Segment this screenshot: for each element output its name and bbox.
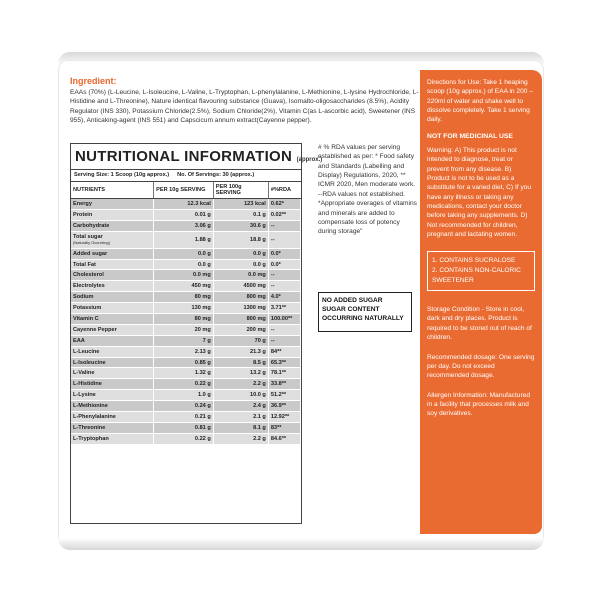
per-100g-value: 0.1 g xyxy=(213,209,268,220)
allergen-text: Allergen Information: Manufactured in a facility that processes milk and soy derivatives. xyxy=(427,391,530,418)
per-10g-value: 0.0 mg xyxy=(154,270,214,281)
per-100g-value: 18.8 g xyxy=(213,231,268,248)
rda-value: 33.8** xyxy=(268,379,300,390)
per-10g-value: 1.88 g xyxy=(154,231,214,248)
per-10g-value: 0.81 g xyxy=(154,422,214,433)
table-row xyxy=(71,220,301,231)
per-10g-value: 12.3 kcal xyxy=(154,199,214,210)
nutrient-subnote: (Naturally Occurring) xyxy=(73,240,110,246)
nutrition-facts-table xyxy=(70,143,323,524)
rda-value: -- xyxy=(268,270,300,281)
ingredients-title: Ingredient: xyxy=(70,76,117,86)
nutrition-title: NUTRITIONAL INFORMATION xyxy=(75,148,293,165)
rda-value: 65.3** xyxy=(268,357,300,368)
per-10g-value: 0.85 g xyxy=(154,357,214,368)
contains-non-caloric: 2. CONTAINS NON-CALORIC SWEETENER xyxy=(432,267,521,285)
nutrient-name: Total sugar (Naturally Occurring) xyxy=(71,231,154,248)
nutrient-name: L-Valine xyxy=(71,368,154,379)
per-100g-value: 0.0 mg xyxy=(213,270,268,281)
nutrient-name: Total Fat xyxy=(71,259,154,270)
table-row xyxy=(71,433,301,444)
rda-value: 0.0* xyxy=(268,248,300,259)
rda-value: 4.0* xyxy=(268,292,300,303)
rda-value: 78.1** xyxy=(268,368,300,379)
rda-value: 84** xyxy=(268,346,300,357)
warning-text: Warning: A) This product is not intended to diagnose, treat or prevent from any disease. B) Product is not to be used as a substitute for a varied diet, C) If you have any illness or taking any medications, contact your doctor before taking any supplements. D) Not recommended for children, pregnant and lactating women. xyxy=(427,146,532,239)
rda-value: -- xyxy=(268,335,300,346)
directions-text: Directions for Use: Take 1 heaping scoop (10g approx.) of EAA in 200 – 220ml of water and shake well to dissolve completely. Take 1 serving daily. xyxy=(427,79,533,124)
table-row xyxy=(71,292,301,303)
nutrient-name: L-Methionine xyxy=(71,401,154,412)
per-10g-value: 0.22 g xyxy=(154,433,214,444)
per-10g-value: 2.13 g xyxy=(154,346,214,357)
per-10g-value: 80 mg xyxy=(154,292,214,303)
nutrient-name: EAA xyxy=(71,335,154,346)
table-row xyxy=(71,422,301,433)
table-row xyxy=(71,314,301,325)
table-row xyxy=(71,248,301,259)
table-row xyxy=(71,368,301,379)
rda-value: -- xyxy=(268,231,300,248)
per-100g-value: 10.0 g xyxy=(213,390,268,401)
table-row xyxy=(71,324,301,335)
per-10g-value: 1.32 g xyxy=(154,368,214,379)
rda-value: -- xyxy=(268,220,300,231)
per-10g-value: 0.24 g xyxy=(154,401,214,412)
nutrient-table-body xyxy=(71,199,301,445)
nutrient-name: L-Histidine xyxy=(71,379,154,390)
rda-footnote: # % RDA values per serving established as per: * Food safety and Standards (Labelling and Display) Regulations, 2020, ** ICMR 2020, Men moderate work. --RDA values not established. *Appropriate overages of vitamins and minerals are added to compensate loss of potency during storage" xyxy=(318,144,417,236)
table-row xyxy=(71,209,301,220)
rda-value: 0.02** xyxy=(268,209,300,220)
table-row xyxy=(71,259,301,270)
header-per-100g: PER 100g SERVING xyxy=(213,182,268,199)
per-100g-value: 70 g xyxy=(213,335,268,346)
rda-value: -- xyxy=(268,281,300,292)
per-100g-value: 200 mg xyxy=(213,324,268,335)
nutrient-name: Cayenne Pepper xyxy=(71,324,154,335)
per-10g-value: 0.01 g xyxy=(154,209,214,220)
nutrient-name: L-Tryptophan xyxy=(71,433,154,444)
sweetener-notice-box xyxy=(427,251,535,291)
serving-size: Serving Size: 1 Scoop (10g approx.) xyxy=(74,172,170,178)
rda-value: -- xyxy=(268,324,300,335)
per-100g-value: 123 kcal xyxy=(213,199,268,210)
nutrient-name: Potassium xyxy=(71,303,154,314)
servings-count: No. Of Servings: 30 (approx.) xyxy=(177,172,255,178)
nutrient-name: Vitamin C xyxy=(71,314,154,325)
nutrient-name: L-Phenylalanine xyxy=(71,412,154,423)
nutrition-title-bar xyxy=(71,144,323,170)
per-100g-value: 0.0 g xyxy=(213,248,268,259)
usage-information-panel xyxy=(420,70,542,534)
table-row xyxy=(71,231,301,248)
per-100g-value: 800 mg xyxy=(213,292,268,303)
nutrient-name: Added sugar xyxy=(71,248,154,259)
per-10g-value: 0.21 g xyxy=(154,412,214,423)
per-100g-value: 4500 mg xyxy=(213,281,268,292)
per-100g-value: 8.1 g xyxy=(213,422,268,433)
rda-value: 51.2** xyxy=(268,390,300,401)
per-100g-value: 13.2 g xyxy=(213,368,268,379)
nutrient-name: Carbohydrate xyxy=(71,220,154,231)
ingredients-section xyxy=(70,76,420,125)
rda-value: 100.00** xyxy=(268,314,300,325)
per-100g-value: 30.6 g xyxy=(213,220,268,231)
table-row xyxy=(71,270,301,281)
rda-value: 36.9** xyxy=(268,401,300,412)
per-10g-value: 1.0 g xyxy=(154,390,214,401)
table-row xyxy=(71,335,301,346)
header-nutrients: NUTRIENTS xyxy=(71,182,154,199)
nutrient-name: Energy xyxy=(71,199,154,210)
nutrient-table xyxy=(71,182,301,445)
not-medicinal-heading: NOT FOR MEDICINAL USE xyxy=(427,132,513,140)
contains-sucralose: 1. CONTAINS SUCRALOSE xyxy=(432,257,516,265)
nutrient-name: L-Isoleucine xyxy=(71,357,154,368)
per-10g-value: 0.0 g xyxy=(154,248,214,259)
per-100g-value: 1300 mg xyxy=(213,303,268,314)
rda-value: 84.6** xyxy=(268,433,300,444)
per-100g-value: 2.4 g xyxy=(213,401,268,412)
table-row xyxy=(71,281,301,292)
table-row xyxy=(71,199,301,210)
per-10g-value: 80 mg xyxy=(154,314,214,325)
per-10g-value: 7 g xyxy=(154,335,214,346)
nutrition-title-suffix: (approx.) xyxy=(296,157,323,163)
table-row xyxy=(71,379,301,390)
table-row xyxy=(71,357,301,368)
per-10g-value: 450 mg xyxy=(154,281,214,292)
nutrient-name: Electrolytes xyxy=(71,281,154,292)
rda-value: 0.62* xyxy=(268,199,300,210)
table-row xyxy=(71,401,301,412)
per-10g-value: 20 mg xyxy=(154,324,214,335)
rda-value: 3.71** xyxy=(268,303,300,314)
nutrient-name: L-Leucine xyxy=(71,346,154,357)
table-row xyxy=(71,346,301,357)
header-per-10g: PER 10g SERVING xyxy=(154,182,214,199)
table-row xyxy=(71,412,301,423)
rda-value: 83** xyxy=(268,422,300,433)
header-rda: #%RDA xyxy=(268,182,300,199)
no-added-sugar-box: NO ADDED SUGAR SUGAR CONTENT OCCURRING NATURALLY xyxy=(318,292,412,332)
per-100g-value: 2.1 g xyxy=(213,412,268,423)
nutrient-name: Protein xyxy=(71,209,154,220)
table-row xyxy=(71,390,301,401)
nutrient-name: L-Lysine xyxy=(71,390,154,401)
per-100g-value: 21.3 g xyxy=(213,346,268,357)
serving-info xyxy=(71,170,301,182)
rda-value: 0.0* xyxy=(268,259,300,270)
nutrient-table-header xyxy=(71,182,301,199)
per-100g-value: 800 mg xyxy=(213,314,268,325)
per-10g-value: 3.06 g xyxy=(154,220,214,231)
ingredients-text: EAAs (70%) (L-Leucine, L-Isoleucine, L-Valine, L-Tryptophan, L-phenylalanine, L-Methionine, L-lysine Hydrochloride, L-Histidine and L-Threonine), Nature identical flavouring substance (Guava), Isomalto-oligosaccharides (8.5%), Acidity Regulator (INS 330), Potassium Chloride(2.5%), Sodium Chloride(2%), Vitamin C(as L-ascorbic acid), Sweetener (INS 955), Anticaking-agent (INS 551) and Capscicum annum extract(Cayenne pepper). xyxy=(70,89,419,125)
nutrient-name: Cholesterol xyxy=(71,270,154,281)
per-100g-value: 2.2 g xyxy=(213,379,268,390)
table-row xyxy=(71,303,301,314)
container-bottom-shadow xyxy=(58,538,544,550)
per-100g-value: 0.0 g xyxy=(213,259,268,270)
storage-text: Storage Condition - Store in cool, dark and dry places. Product is required to be stored out of reach of children. xyxy=(427,306,532,342)
per-100g-value: 2.2 g xyxy=(213,433,268,444)
per-10g-value: 0.0 g xyxy=(154,259,214,270)
per-10g-value: 130 mg xyxy=(154,303,214,314)
nutrient-name: Sodium xyxy=(71,292,154,303)
rda-value: 12.92** xyxy=(268,412,300,423)
per-10g-value: 0.22 g xyxy=(154,379,214,390)
nutrient-name: L-Threonine xyxy=(71,422,154,433)
per-100g-value: 8.5 g xyxy=(213,357,268,368)
dosage-text: Recommended dosage: One serving per day. Do not exceed recommended dosage. xyxy=(427,353,535,380)
